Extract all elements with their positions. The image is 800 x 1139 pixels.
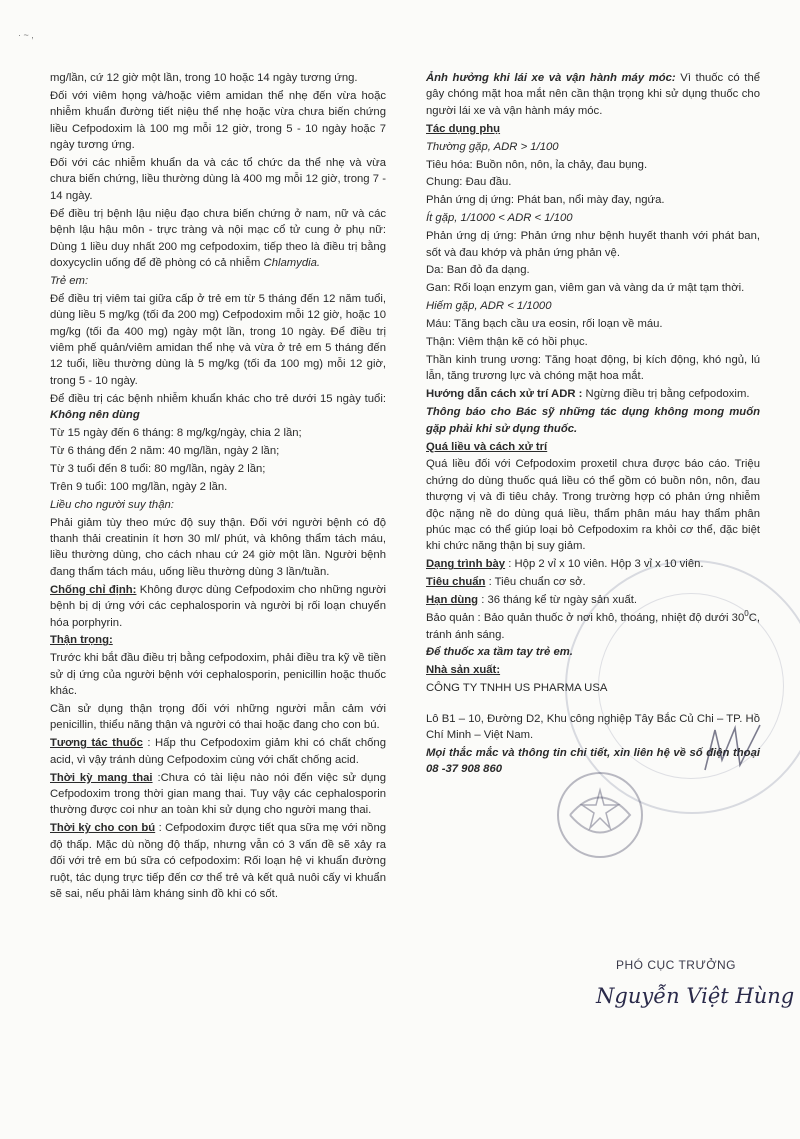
side-effect-6: Gan: Rối loạn enzym gan, viêm gan và vàng da ứ mật tạm thời. [426,282,745,295]
presentation-text: : Hộp 2 vỉ x 10 viên. Hộp 3 vỉ x 10 viên. [505,558,704,571]
infant-note [50,391,386,424]
adr-label: Hướng dẫn cách xử trí ADR : [426,388,583,401]
not-recommended: Không nên dùng [50,409,140,422]
interactions [50,735,386,768]
side-effect-8: Thận: Viêm thận kẽ có hồi phục. [426,336,588,349]
left-column [50,70,386,904]
caution-label: Thận trọng: [50,634,113,647]
pregnancy-label: Thời kỳ mang thai [50,771,153,784]
children-dosage: Để điều trị viêm tai giữa cấp ở trẻ em từ 5 tháng đến 12 năm tuổi, dùng liều 5 mg/kg (tối đa 200 mg) Cefpodoxim mỗi 12 giờ, hoặc 10 mg/kg (tối đa 400 mg) ngày một lần, trong 10 ngày. Để điều trị viêm phế quản/viêm amidan thể nhẹ và vừa ở trẻ em 5 tháng đến 12 tuổi, liều thường dùng là 5 mg/kg (tối đa 100 mg) mỗi 12 giờ, trong 5 - 10 ngày. [50,292,386,387]
children-heading: Trẻ em: [50,274,89,287]
frequency-common: Thường gặp, ADR > 1/100 [426,140,559,153]
side-effect-3: Phản ứng dị ứng: Phát ban, nổi mày đay, ngứa. [426,194,665,207]
lactation [50,820,386,902]
frequency-rare: Hiếm gặp, ADR < 1/1000 [426,300,552,313]
signatory-name: Nguyễn Việt Hùng [596,984,795,1008]
signatory-title: PHÓ CỤC TRƯỞNG [616,958,736,972]
keep-away-children: Để thuốc xa tầm tay trẻ em. [426,646,573,659]
side-effect-9: Thần kinh trung ương: Tăng hoạt động, bị kích động, khó ngủ, lú lẫn, tăng trương lực và chóng mặt hoa mắt. [426,354,760,383]
side-effect-1: Tiêu hóa: Buồn nôn, nôn, ỉa chảy, đau bụng. [426,158,648,171]
expiry-text: : 36 tháng kể từ ngày sản xuất. [478,594,638,607]
side-effect-5: Da: Ban đỏ đa dạng. [426,264,530,277]
driving [426,70,760,119]
expiry-label: Hạn dùng [426,594,479,607]
interactions-label: Tương tác thuốc [50,737,143,750]
side-effect-2: Chung: Đau đầu. [426,176,512,189]
side-effect-4: Phản ứng dị ứng: Phản ứng như bệnh huyết thanh với phát ban, sốt và đau khớp và phản ứng phản vệ. [426,230,760,259]
manufacturer-label: Nhà sản xuất: [426,664,501,677]
storage-text: Bảo quản : Bảo quản thuốc ở nơi khô, thoáng, nhiệt độ dưới 30 [426,612,745,625]
standard-label: Tiêu chuẩn [426,576,486,589]
corner-mark: · ~ , [18,30,34,40]
driving-text: Vì thuốc có thể gây chóng mặt hoa mắt nên cần thận trọng khi sử dụng thuốc cho người lái xe và vận hành máy móc. [426,72,761,117]
contraindications-label: Chống chỉ định: [50,583,137,596]
notify-doctor: Thông báo cho Bác sỹ những tác dụng không mong muốn gặp phải khi sử dụng thuốc. [426,406,760,435]
dose-item-1: Từ 15 ngày đến 6 tháng: 8 mg/kg/ngày, chia 2 lần; [50,427,302,440]
caution-text-1: Trước khi bắt đầu điều trị bằng cefpodoxim, phải điều tra kỹ về tiền sử dị ứng của người bệnh với cephalosporin, penicillin hoặc thuốc khác. [50,652,386,698]
overdose-text: Quá liều đối với Cefpodoxim proxetil chưa được báo cáo. Triệu chứng do dùng thuốc quá liều có thể gồm có buồn nôn, nôn, đau thượng vị và đi tiêu chảy. Trong trường hợp có phản ứng nhiễm độc nặng nề do dùng quá liều, thẩm phân máu hay thẩm phân phúc mạc có thể giúp loại bỏ Cefpodoxim ra khỏi cơ thể, đặc biệt khi chức năng thận bị suy giảm. [426,458,760,553]
dose-item-3: Từ 3 tuổi đến 8 tuổi: 80 mg/lần, ngày 2 lần; [50,462,266,475]
dosage-gonorrhea [50,206,386,272]
adr-text: Ngừng điều trị bằng cefpodoxim. [582,388,750,401]
contact-info: Mọi thắc mắc và thông tin chi tiết, xin liên hệ về số điện thoại 08 -37 908 860 [426,746,760,776]
side-effect-7: Máu: Tăng bạch cầu ưa eosin, rối loạn về máu. [426,318,663,331]
degree-sup: 0 [744,609,749,619]
chlamydia-text: Chlamydia. [263,256,321,269]
lactation-label: Thời kỳ cho con bú [50,822,156,835]
adr-guidance [426,386,760,402]
standard-text: : Tiêu chuẩn cơ sở. [485,576,586,589]
lactation-text: : Cefpodoxim được tiết qua sữa mẹ với nồng độ thấp. Mặc dù nồng độ thấp, nhưng vẫn có 3 vấn đề sẽ xảy ra đối với trẻ em bú sữa có cefpodoxim: Rối loạn hệ vi khuẩn đường ruột, tác dụng trực tiếp đến cơ thể trẻ và kết quả nuôi cấy vi khuẩn sẽ sai, nếu phải làm kháng sinh đồ khi có sốt. [50,822,387,900]
emblem-icon [540,760,660,870]
pregnancy [50,770,386,819]
caution-text-2: Cần sử dụng thận trọng đối với những người mẫn cảm với penicillin, thiểu năng thận và người có thai hoặc đang cho con bú. [50,703,386,732]
manufacturer-address: Lô B1 – 10, Đường D2, Khu công nghiệp Tây Bắc Củ Chi – TP. Hồ Chí Minh – Việt Nam. [426,712,760,742]
dose-item-2: Từ 6 tháng đến 2 năm: 40 mg/lần, ngày 2 lần; [50,444,280,457]
dosage-throat: Đối với viêm họng và/hoặc viêm amidan thể nhẹ đến vừa hoặc nhiễm khuẩn đường tiết niệu thể nhẹ hoặc vừa chưa biến chứng liều Cefpodoxim là 100 mg mỗi 12 giờ, trong 5 - 10 ngày hoặc 7 ngày tương ứng. [50,89,386,152]
driving-label: Ảnh hưởng khi lái xe và vận hành máy móc: [426,72,676,84]
storage-text-end: C, tránh ánh sáng. [426,612,760,641]
contraindications-text: Không được dùng Cefpodoxim cho những người bệnh bị dị ứng với các cephalosporin và người bị rối loạn chuyển hóa porphyrin. [50,583,386,629]
dosage-skin: Đối với các nhiễm khuẩn da và các tổ chức da thể nhẹ và vừa chưa biến chứng, liều thường dùng là 400 mg mỗi 12 giờ, trong 7 - 14 ngày. [50,157,386,202]
dosage-gonorrhea-text: Để điều trị bệnh lậu niệu đạo chưa biến chứng ở nam, nữ và các bệnh lậu hậu môn - trực tràng và nội mạc cổ tử cung ở phụ nữ: Dùng 1 liều duy nhất 200 mg cefpodoxim, tiếp theo là điều trị bằng doxycyclin uống để đề phòng có cả nhiễm [50,207,386,269]
renal-text: Phải giảm tùy theo mức độ suy thận. Đối với người bệnh có độ thanh thải creatinin ít hơn 30 ml/ phút, và không thẩm tách máu, liều thường dùng, cho cách nhau cứ 24 giờ một lần. Người bệnh đang thẩm tách máu, uống liều thường dùng 3 lần/tuần. [50,516,386,578]
interactions-text: : Hấp thu Cefpodoxim giảm khi có chất chống acid, vì vậy tránh dùng Cefpodoxim cùng với chất chống acid. [50,737,387,766]
overdose-label: Quá liều và cách xử trí [426,440,548,453]
frequency-uncommon: Ít gặp, 1/1000 < ADR < 1/100 [426,212,573,225]
side-effects-label: Tác dụng phụ [426,122,501,135]
presentation-label: Dạng trình bày [426,558,506,571]
contraindications [50,582,386,631]
infant-note-text: Để điều trị các bệnh nhiễm khuẩn khác cho trẻ dưới 15 ngày tuổi: [50,392,386,405]
dose-item-4: Trên 9 tuổi: 100 mg/lần, ngày 2 lần. [50,480,228,493]
manufacturer-name: CÔNG TY TNHH US PHARMA USA [426,682,608,695]
handwritten-mark-icon [700,720,770,780]
pregnancy-text: :Chưa có tài liệu nào nói đến việc sử dụng Cefpodoxim trong thời gian mang thai. Tuy vậy các cephalosporin thường được coi như an toàn khi sử dụng cho người mang thai. [50,771,386,817]
renal-heading: Liều cho người suy thận: [50,498,174,511]
dosage-line-1: mg/lần, cứ 12 giờ một lần, trong 10 hoặc 14 ngày tương ứng. [50,72,358,84]
